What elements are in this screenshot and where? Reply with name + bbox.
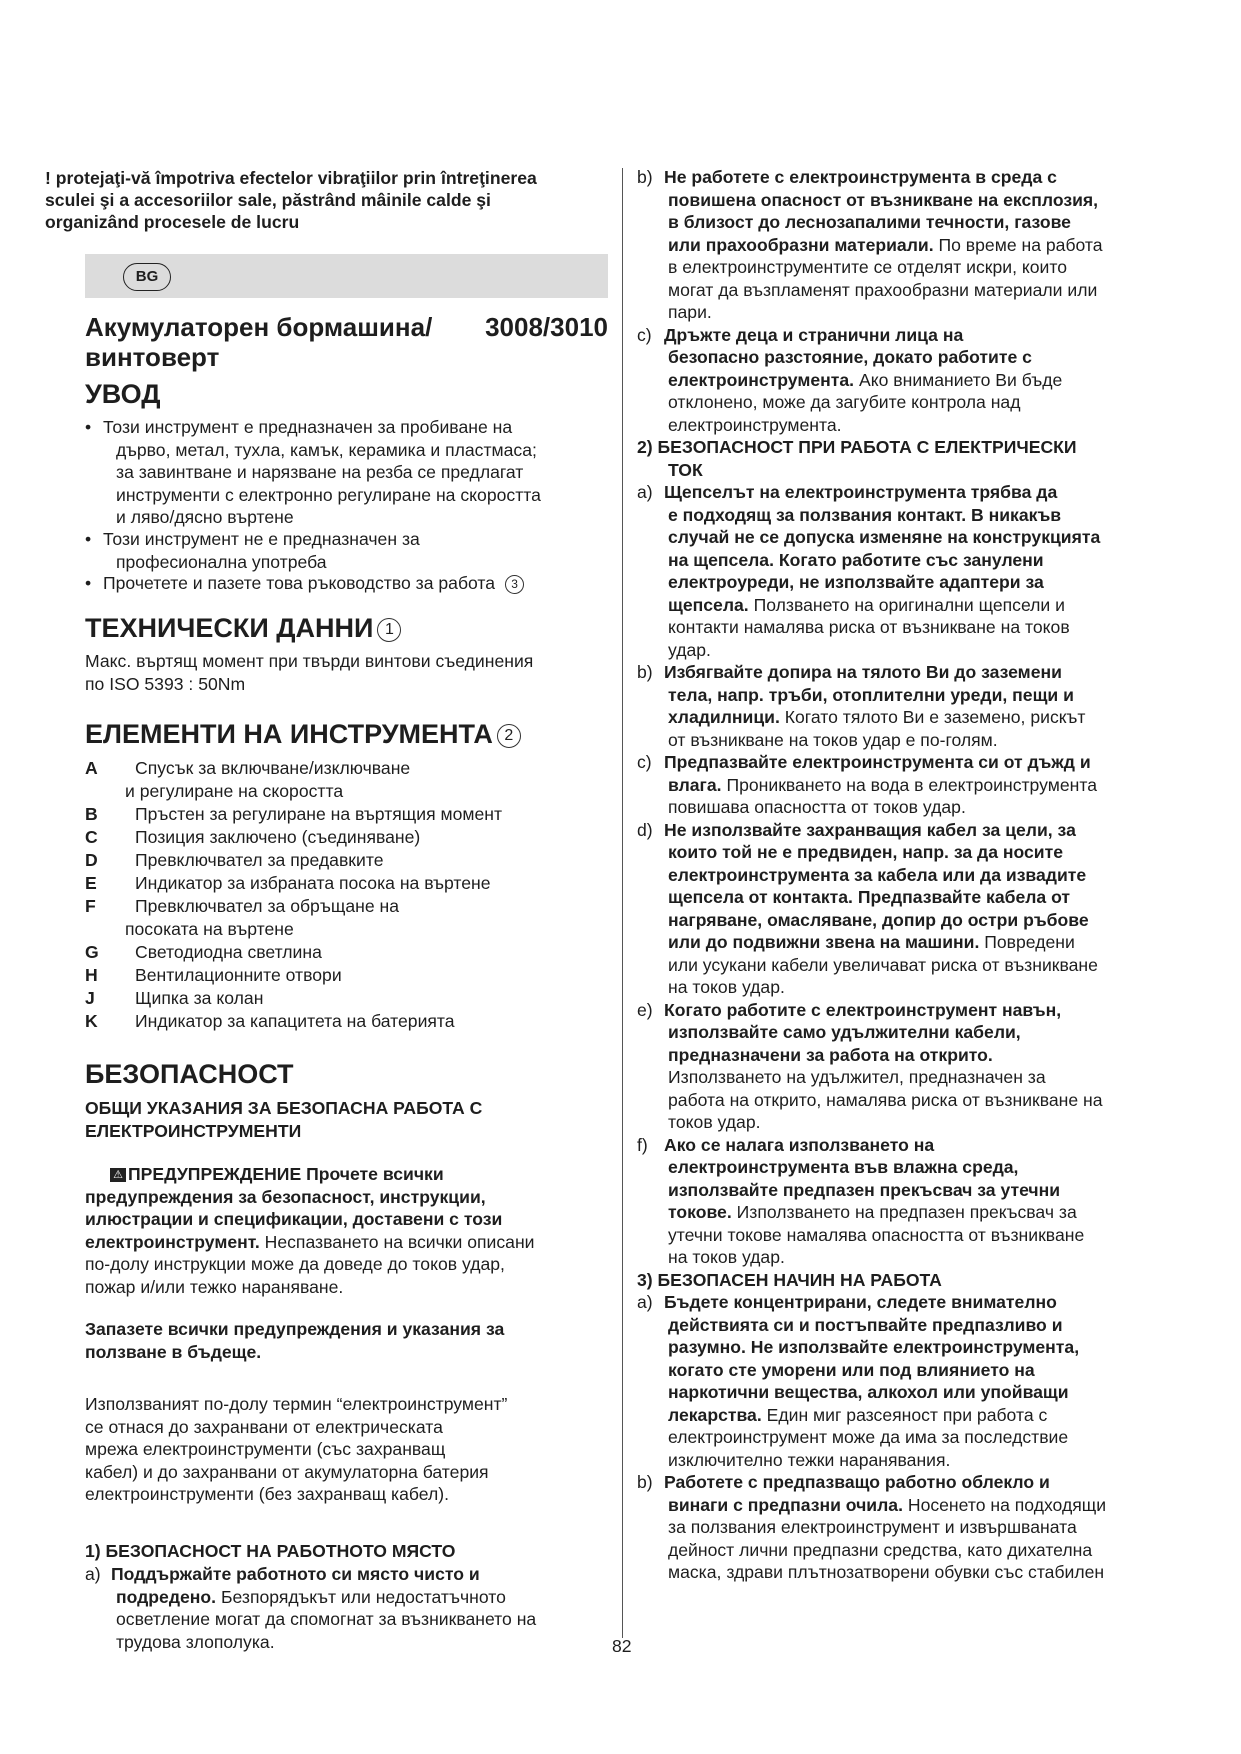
item-bold: електроинструмента.: [668, 369, 855, 390]
item-bold: в близост до леснозапалими течности, газове: [668, 212, 1071, 232]
tech-heading-text: ТЕХНИЧЕСКИ ДАННИ: [85, 613, 374, 643]
item-line: [664, 481, 1160, 504]
item-line: [664, 324, 1160, 347]
warning-line: електроинструмент.: [85, 1231, 260, 1252]
component-text: Превключвател за обръщане на: [135, 896, 399, 916]
column-divider: [622, 168, 623, 1638]
intro-bullet: [85, 528, 608, 573]
item-line: [664, 1471, 1160, 1494]
item-bold: предназначени за работа на открито.: [668, 1044, 993, 1065]
bullet-text: и ляво/дясно въртене: [116, 507, 294, 527]
component-letter: B: [85, 804, 98, 824]
intro-heading: УВОД: [85, 379, 161, 409]
item-line: [668, 504, 1160, 527]
safety-list-continued: [637, 166, 1160, 1584]
component-text: и регулиране на скоростта: [125, 780, 344, 801]
item-bold: тела, напр. тръби, отоплителни уреди, пещи и: [668, 684, 1074, 705]
item-line: [664, 999, 1160, 1022]
item-marker: b): [637, 1472, 653, 1492]
item-bold: винаги с предпазни очила.: [668, 1494, 903, 1515]
safety-item: [637, 819, 1160, 999]
item-line: [668, 841, 1160, 864]
component-text: Индикатор за капацитета на батерията: [135, 1011, 455, 1031]
romanian-text: ! protejaţi-vă împotriva efectelor vibraţiilor prin întreţinerea sculei şi a accesoriilor sale, păstrând mâinile calde şi organizând procesele de lucru: [45, 168, 537, 232]
item-line: [668, 346, 1160, 369]
item-bold: които той не е предвиден, напр. за да носите: [668, 842, 1064, 862]
item-line: [668, 1156, 1160, 1179]
component-letter: E: [85, 873, 97, 893]
page-number: 82: [612, 1636, 632, 1656]
item-text: от възникване на токов удар е по-голям.: [668, 729, 998, 750]
title-line2: винтоверт: [85, 342, 220, 372]
item-bold: Предпазвайте електроинструмента си от дъжд и: [664, 752, 1091, 772]
item-bold: безопасно разстояние, докато работите с: [668, 347, 1032, 367]
item-bold: електроуреди, не използвайте адаптери за: [668, 572, 1044, 592]
keep-instructions-2: ползване в бъдеще.: [85, 1342, 262, 1362]
safety-item: [637, 661, 1160, 751]
item-bold: електроинструмента във влажна среда,: [668, 1157, 1019, 1177]
item-line: [664, 661, 1160, 684]
item-bold: подредено.: [116, 1586, 217, 1607]
item-line: [668, 369, 1160, 392]
component-item: [85, 803, 608, 826]
safety-item: [637, 751, 1160, 819]
bullet-text: професионална употреба: [116, 551, 327, 572]
item-line: [668, 526, 1160, 549]
item-line: [668, 1404, 1160, 1427]
item-text: дейност лични предпазни средства, като дихателна: [668, 1539, 1093, 1560]
item-bold: Работете с предпазващо работно облекло и: [664, 1472, 1050, 1492]
item-line: [668, 211, 1160, 234]
item-marker: a): [85, 1564, 101, 1584]
component-letter: H: [85, 965, 98, 985]
item-text: за ползвания електроинструмент и извършваната: [668, 1517, 1077, 1537]
item-line: [668, 1359, 1160, 1382]
component-text: Превключвател за предавките: [135, 850, 384, 870]
component-letter: A: [85, 758, 98, 778]
item-line: [668, 189, 1160, 212]
item-line: [668, 909, 1160, 932]
title-line1: Акумулаторен бормашина/: [85, 312, 433, 342]
bullet-dot: •: [85, 529, 92, 549]
item-line: [668, 1021, 1160, 1044]
item-text: Когато тялото Ви е заземено, рискът: [784, 707, 1086, 727]
item-bold: Не използвайте захранващия кабел за цели, за: [664, 819, 1076, 840]
bullet-text: дърво, метал, тухла, камък, керамика и пластмаса;: [116, 439, 537, 460]
item-bold: на щепсела. Когато работите със занулени: [668, 549, 1044, 570]
item-line: [668, 1201, 1160, 1224]
safety-item: [637, 1471, 1160, 1584]
item-bold: случай не се допуска изменяне на конструкцията: [668, 527, 1101, 547]
item-text: Проникването на вода в електроинструмента: [726, 774, 1097, 795]
bullet-dot: •: [85, 573, 92, 593]
item-line: [668, 571, 1160, 594]
warning-line: Прочете всички: [306, 1164, 444, 1184]
item-marker: d): [637, 819, 653, 840]
item-text: Един миг разсеяност при работа с: [766, 1404, 1048, 1425]
item-line: [668, 1179, 1160, 1202]
warning-text: пожар и/или тежко нараняване.: [85, 1276, 344, 1297]
item-text: маска, здрави плътнозатворени обувки със стабилен: [668, 1562, 1105, 1582]
tech-line2: по ISO 5393 : 50Nm: [85, 674, 246, 694]
item-bold: хладилници.: [668, 707, 780, 727]
component-letter: K: [85, 1011, 98, 1031]
item-bold: токове.: [668, 1202, 732, 1222]
item-marker: b): [637, 167, 653, 187]
section-1-heading: 1) БЕЗОПАСНОСТ НА РАБОТНОТО МЯСТО: [85, 1541, 456, 1561]
warning-line: илюстрации и спецификации, доставени с този: [85, 1209, 503, 1229]
safety-item: [637, 1291, 1160, 1471]
item-line: [668, 1494, 1160, 1517]
warning-text: Неспазването на всички описани: [264, 1231, 535, 1252]
component-letter: G: [85, 942, 99, 962]
item-text: могат да възпламенят прахообразни материали или: [668, 279, 1098, 300]
item-text: работа на открито, намалява риска от възникване на: [668, 1089, 1103, 1110]
item-text: Носенето на подходящи: [907, 1494, 1107, 1515]
item-text: контакти намалява риска от възникване на токов: [668, 617, 1070, 637]
section-heading: [637, 436, 1160, 481]
component-letter: F: [85, 896, 96, 916]
item-text: Ако вниманието Ви бъде: [858, 369, 1063, 390]
item-bold: Не работете с електроинструмента в среда с: [664, 167, 1057, 187]
item-bold: лекарства.: [668, 1404, 762, 1425]
item-text: на токов удар.: [668, 977, 785, 997]
item-bold: наркотични вещества, алкохол или упойващи: [668, 1382, 1069, 1402]
item-line: [668, 549, 1160, 572]
item-text: електроинструмент може да има за последствие: [668, 1427, 1069, 1447]
term-line: електроинструменти (без захранващ кабел).: [85, 1484, 450, 1504]
item-line: [668, 774, 1160, 797]
component-item: [85, 849, 608, 872]
item-line: [668, 1044, 1160, 1067]
item-line: [668, 1381, 1160, 1404]
item-bold: електроинструмента за кабела или да извадите: [668, 864, 1087, 885]
bullet-text: Този инструмент е предназначен за пробиване на: [103, 417, 513, 437]
item-text: отклонено, може да загубите контрола над: [668, 392, 1021, 412]
bullet-text: Прочетете и пазете това ръководство за работа 3: [103, 572, 608, 595]
item-bold: разумно. Не използвайте електроинструмента,: [668, 1337, 1080, 1357]
safety-subheading-1: ОБЩИ УКАЗАНИЯ ЗА БЕЗОПАСНА РАБОТА С: [85, 1098, 483, 1118]
warning-label: ПРЕДУПРЕЖДЕНИЕ: [128, 1164, 302, 1184]
item-line: [664, 1134, 1160, 1157]
language-badge: BG: [123, 263, 171, 291]
item-text: Използването на удължител, предназначен за: [668, 1067, 1046, 1087]
component-letter: C: [85, 827, 98, 847]
item-text: утечни токове намалява опасността от възникване: [668, 1224, 1085, 1245]
item-line: [668, 684, 1160, 707]
term-definition: [85, 1393, 507, 1506]
item-line: [668, 886, 1160, 909]
safety-subheading-2: ЕЛЕКТРОИНСТРУМЕНТИ: [85, 1121, 302, 1141]
item-marker: c): [637, 324, 652, 345]
bullet-text: инструменти с електронно регулиране на скоростта: [116, 484, 541, 505]
term-line: кабел) и до захранвани от акумулаторна батерия: [85, 1461, 489, 1482]
item-bold: повишена опасност от възникване на експлозия,: [668, 189, 1099, 210]
item-text: осветление могат да спомогнат за възникването на: [116, 1609, 537, 1629]
item-text: на токов удар.: [668, 1247, 785, 1267]
warning-block: [85, 1163, 608, 1298]
item-text: Повредени: [984, 932, 1075, 952]
item-marker: c): [637, 752, 652, 772]
warning-icon: ⚠: [110, 1168, 126, 1182]
component-item: [85, 941, 608, 964]
title-model: 3008/3010: [485, 312, 608, 342]
keep-instructions-1: Запазете всички предупреждения и указания за: [85, 1319, 505, 1339]
item-text: изключително тежки наранявания.: [668, 1449, 951, 1470]
item-text: трудова злополука.: [116, 1631, 275, 1652]
safety-heading: БЕЗОПАСНОСТ: [85, 1059, 294, 1089]
component-letter: J: [85, 988, 95, 1008]
item-text: повишава опасността от токов удар.: [668, 797, 966, 817]
item-bold: Ако се налага използването на: [664, 1134, 935, 1155]
item-bold: действията си и постъпвайте предпазливо и: [668, 1314, 1063, 1335]
component-item: [85, 895, 608, 940]
component-item: [85, 826, 608, 849]
safety-item: [637, 1134, 1160, 1269]
item-bold: или до подвижни звена на машини.: [668, 932, 980, 952]
item-bold: използвайте предпазен прекъсвач за утечни: [668, 1179, 1061, 1200]
component-text: посоката на въртене: [125, 918, 294, 939]
item-line: [668, 931, 1160, 954]
intro-bullet: [85, 416, 608, 529]
tech-line1: Макс. въртящ момент при твърди винтови съединения: [85, 651, 534, 671]
bullet-text: Този инструмент не е предназначен за: [103, 529, 420, 549]
item-text: Безпорядъкът или недостатъчното: [220, 1586, 506, 1607]
safety-item: [637, 999, 1160, 1134]
product-title: [85, 312, 608, 372]
item-marker: f): [637, 1134, 648, 1155]
safety-item: [637, 481, 1160, 661]
component-item: [85, 987, 608, 1010]
safety-item: [637, 324, 1160, 437]
component-item: [85, 872, 608, 895]
item-line: [668, 1336, 1160, 1359]
component-text: Пръстен за регулиране на въртящия момент: [135, 804, 503, 824]
item-text: в електроинструментите се отделят искри, които: [668, 257, 1068, 277]
item-text: или усукани кабели увеличават риска от възникване: [668, 954, 1098, 975]
item-bold: използвайте само удължителни кабели,: [668, 1022, 1021, 1042]
ref-circle-1: 1: [377, 618, 401, 642]
term-line: се отнася до захранвани от електрическата: [85, 1416, 443, 1437]
item-line: [668, 864, 1160, 887]
component-item: [85, 964, 608, 987]
term-line: мрежа електроинструменти (със захранващ: [85, 1439, 446, 1459]
term-line: Използваният по-долу термин “електроинструмент”: [85, 1394, 508, 1414]
component-item: [85, 1010, 608, 1033]
item-bold: Щепселът на електроинструмента трябва да: [664, 482, 1058, 502]
item-bold: Избягвайте допира на тялото Ви до заземени: [664, 662, 1062, 682]
item-marker: a): [637, 482, 653, 502]
item-bold: е подходящ за ползвания контакт. В никакъв: [668, 504, 1062, 525]
component-text: Спусък за включване/изключване: [135, 758, 411, 778]
item-text: електроинструмента.: [668, 414, 842, 435]
component-item: [85, 757, 608, 802]
item-bold: щепсела от контакта. Предпазвайте кабела от: [668, 887, 1071, 907]
components-heading: [85, 718, 521, 750]
section-1-item-a: [85, 1563, 608, 1653]
component-text: Щипка за колан: [135, 988, 264, 1008]
bullet-text: за завинтване и нарязване на резба се предлагат: [116, 462, 524, 482]
item-line: [664, 1291, 1160, 1314]
item-text: По време на работа: [938, 234, 1103, 255]
heading-line: 2) БЕЗОПАСНОСТ ПРИ РАБОТА С ЕЛЕКТРИЧЕСКИ: [637, 437, 1077, 457]
item-text: Използването на предпазен прекъсвач за: [736, 1202, 1077, 1222]
item-line: [664, 751, 1160, 774]
item-line: [668, 706, 1160, 729]
item-bold: Поддържайте работното си място чисто и: [111, 1564, 480, 1584]
item-line: [664, 819, 1160, 842]
item-bold: Дръжте деца и странични лица на: [664, 324, 964, 345]
section-heading: [637, 1269, 1160, 1292]
components-heading-text: ЕЛЕМЕНТИ НА ИНСТРУМЕНТА: [85, 719, 493, 749]
ref-circle-3: 3: [505, 575, 524, 594]
item-text: пари.: [668, 302, 712, 322]
item-bold: щепсела.: [668, 594, 749, 615]
tech-heading: [85, 612, 401, 644]
bullet-dot: •: [85, 417, 92, 437]
component-text: Позиция заключено (съединяване): [135, 827, 421, 847]
item-bold: Бъдете концентрирани, следете внимателно: [664, 1292, 1057, 1312]
item-bold: Когато работите с електроинструмент навън,: [664, 999, 1062, 1020]
item-marker: e): [637, 999, 653, 1020]
item-text: Ползването на оригинални щепсели и: [753, 594, 1065, 615]
item-line: [668, 1314, 1160, 1337]
item-marker: a): [637, 1292, 653, 1312]
item-text: удар.: [668, 639, 711, 660]
item-marker: b): [637, 662, 653, 682]
heading-line: 3) БЕЗОПАСЕН НАЧИН НА РАБОТА: [637, 1269, 942, 1290]
component-letter: D: [85, 850, 98, 870]
safety-item: [637, 166, 1160, 324]
item-line: [664, 166, 1160, 189]
heading-line: ТОК: [668, 459, 703, 480]
component-text: Светодиодна светлина: [135, 942, 322, 962]
item-bold: нагряване, омасляване, допир до остри ръбове: [668, 909, 1089, 930]
item-bold: влага.: [668, 774, 722, 795]
warning-line: предупреждения за безопасност, инструкции,: [85, 1186, 486, 1207]
component-text: Индикатор за избраната посока на въртене: [135, 873, 491, 893]
ref-circle-2: 2: [497, 724, 521, 748]
item-bold: или прахообразни материали.: [668, 234, 934, 255]
item-line: [668, 594, 1160, 617]
warning-text: по-долу инструкции може да доведе до токов удар,: [85, 1254, 505, 1274]
item-text: токов удар.: [668, 1112, 761, 1132]
item-bold: когато сте уморени или под влиянието на: [668, 1359, 1035, 1380]
intro-bullet: [85, 572, 608, 595]
component-text: Вентилационните отвори: [135, 965, 342, 985]
item-line: [668, 234, 1160, 257]
